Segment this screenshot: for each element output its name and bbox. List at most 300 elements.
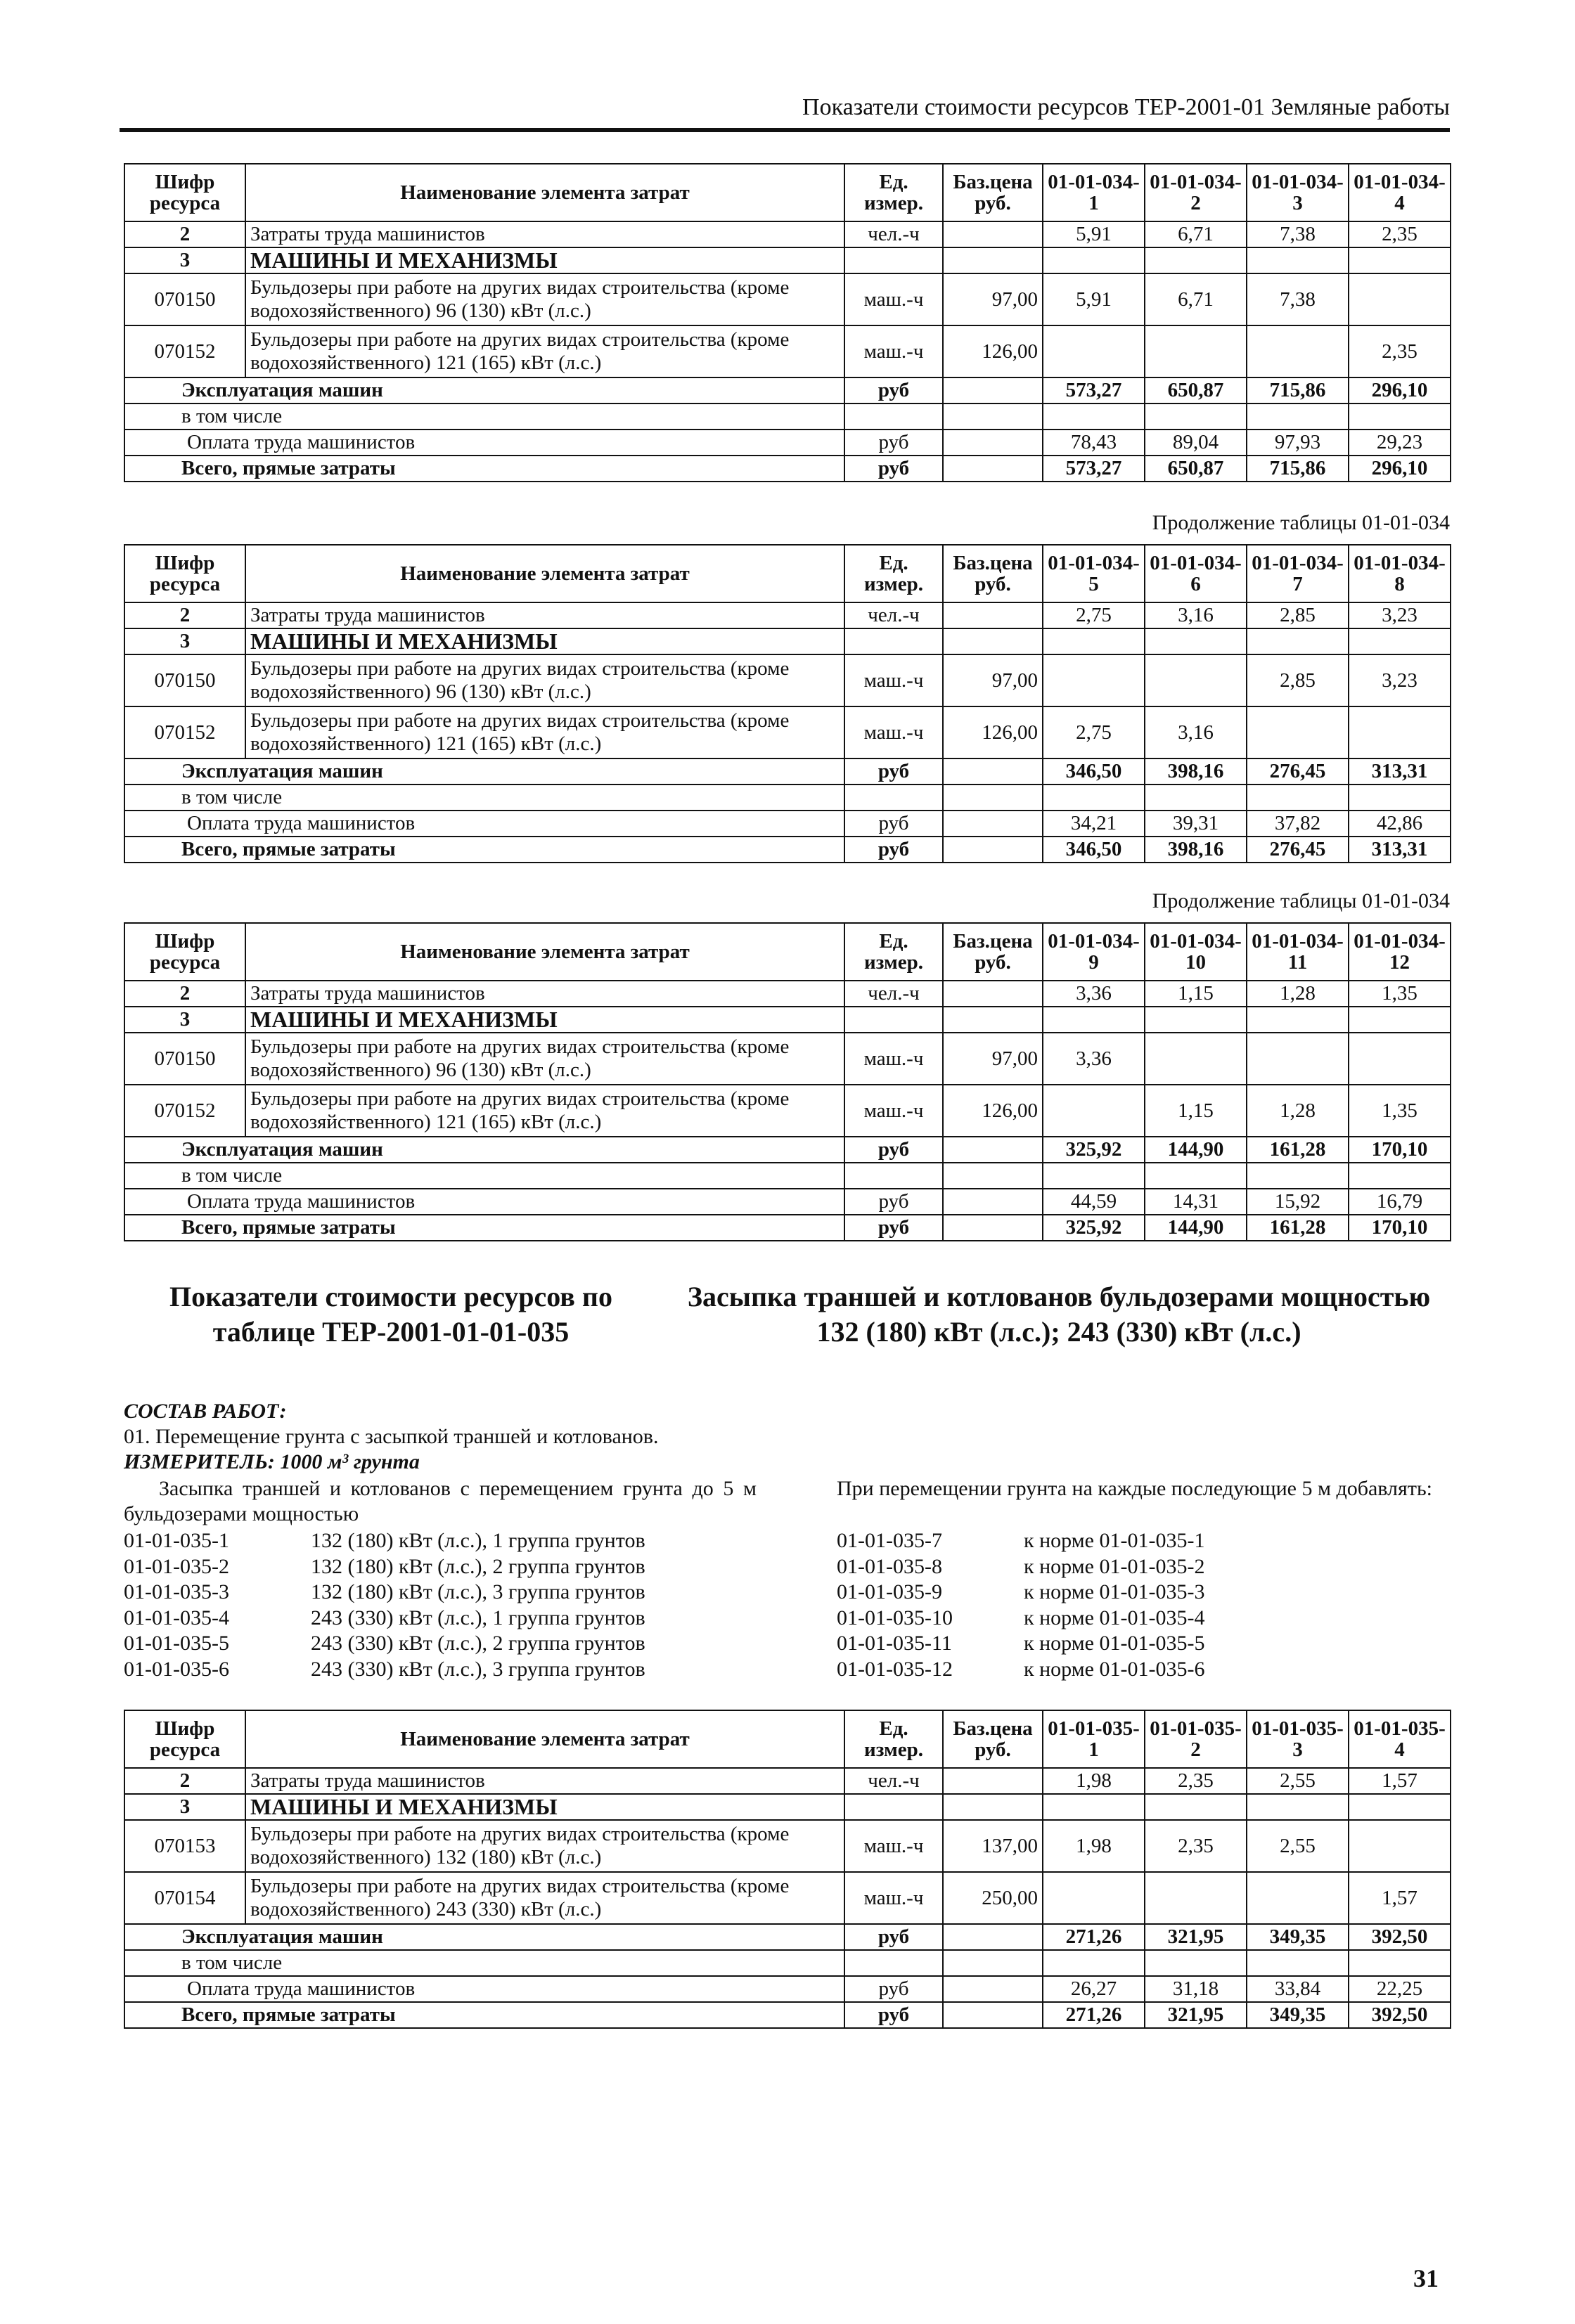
cell-unit: маш.-ч xyxy=(844,1033,943,1085)
cell-value: 3,23 xyxy=(1349,654,1451,706)
cell-name: Оплата труда машинистов xyxy=(124,1189,844,1215)
cell-value: 2,55 xyxy=(1247,1768,1349,1794)
cell-price xyxy=(943,456,1043,482)
col-unit-header: Ед. измер. xyxy=(844,164,943,221)
cell-value: 392,50 xyxy=(1349,2002,1451,2028)
code-list-item xyxy=(124,1580,757,1606)
cell-unit: маш.-ч xyxy=(844,1820,943,1872)
cell-unit: чел.-ч xyxy=(844,981,943,1007)
cell-value xyxy=(1043,1872,1145,1924)
left-code-list xyxy=(124,1528,757,1682)
meter-label-text: ИЗМЕРИТЕЛЬ: 1000 м³ грунта xyxy=(124,1450,420,1473)
cell-value: 33,84 xyxy=(1247,1976,1349,2002)
col-code-header: Шифр ресурса xyxy=(124,1710,245,1768)
cell-value xyxy=(1349,1820,1451,1872)
cell-price xyxy=(943,430,1043,456)
cell-unit: чел.-ч xyxy=(844,221,943,247)
cell-value xyxy=(1247,1794,1349,1820)
cell-unit: руб xyxy=(844,1189,943,1215)
cell-value: 42,86 xyxy=(1349,811,1451,837)
norm-header: 01-01-034-12 xyxy=(1349,923,1451,981)
cell-value: 34,21 xyxy=(1043,811,1145,837)
cell-code: 3 xyxy=(124,628,245,654)
cell-price xyxy=(943,221,1043,247)
norm-code: 01-01-035-9 xyxy=(837,1580,942,1603)
cell-unit: руб xyxy=(844,1137,943,1163)
cell-code: 2 xyxy=(124,1768,245,1794)
cell-value xyxy=(1145,1872,1247,1924)
cell-value: 3,16 xyxy=(1145,706,1247,758)
cell-value: 650,87 xyxy=(1145,456,1247,482)
norm-header: 01-01-034-6 xyxy=(1145,545,1247,602)
norm-header: 01-01-034-7 xyxy=(1247,545,1349,602)
cell-value xyxy=(1043,785,1145,811)
cell-price xyxy=(943,981,1043,1007)
table-header-row xyxy=(124,164,1451,221)
norm-header: 01-01-034-4 xyxy=(1349,164,1451,221)
cell-value: 170,10 xyxy=(1349,1137,1451,1163)
cell-name: Эксплуатация машин xyxy=(124,1137,844,1163)
cell-price xyxy=(943,1189,1043,1215)
cell-value: 14,31 xyxy=(1145,1189,1247,1215)
labor-row xyxy=(124,1768,1451,1794)
cell-price xyxy=(943,1163,1043,1189)
code-list-item xyxy=(837,1554,1450,1580)
cell-value xyxy=(1043,1794,1145,1820)
cell-value: 78,43 xyxy=(1043,430,1145,456)
col-code-header: Шифр ресурса xyxy=(124,545,245,602)
cell-value: 144,90 xyxy=(1145,1215,1247,1241)
cell-value: 398,16 xyxy=(1145,758,1247,785)
cell-unit: руб xyxy=(844,758,943,785)
norm-code: 01-01-035-11 xyxy=(837,1632,952,1655)
labor-row xyxy=(124,602,1451,628)
machine-row xyxy=(124,654,1451,706)
cell-price xyxy=(943,1924,1043,1950)
cell-name: в том числе xyxy=(124,1163,844,1189)
cell-price xyxy=(943,1137,1043,1163)
cell-value: 6,71 xyxy=(1145,221,1247,247)
cell-price xyxy=(943,602,1043,628)
cell-value: 715,86 xyxy=(1247,456,1349,482)
running-header xyxy=(120,90,1450,132)
cell-price: 97,00 xyxy=(943,654,1043,706)
norm-header: 01-01-034-8 xyxy=(1349,545,1451,602)
cell-value: 1,98 xyxy=(1043,1768,1145,1794)
cell-value xyxy=(1247,628,1349,654)
cell-value: 1,15 xyxy=(1145,1085,1247,1137)
cell-name: Эксплуатация машин xyxy=(124,1924,844,1950)
norm-header: 01-01-034-2 xyxy=(1145,164,1247,221)
col-price-header: Баз.цена руб. xyxy=(943,545,1043,602)
cell-price xyxy=(943,785,1043,811)
section-left-title: Показатели стоимости ресурсов по таблице ТЕР-2001-01-01-035 xyxy=(169,1281,612,1348)
cell-name: Бульдозеры при работе на других видах строительства (кроме водохозяйственного) 121 (165) кВт (л.с.) xyxy=(245,706,844,758)
col-price-header: Баз.цена руб. xyxy=(943,923,1043,981)
machine-row xyxy=(124,273,1451,325)
cell-unit: маш.-ч xyxy=(844,273,943,325)
cell-name: МАШИНЫ И МЕХАНИЗМЫ xyxy=(245,247,844,273)
cell-value xyxy=(1349,785,1451,811)
cell-unit: маш.-ч xyxy=(844,654,943,706)
col-name-header: Наименование элемента затрат xyxy=(245,545,844,602)
norm-header: 01-01-035-4 xyxy=(1349,1710,1451,1768)
cell-name: Оплата труда машинистов xyxy=(124,430,844,456)
cell-name: Затраты труда машинистов xyxy=(245,1768,844,1794)
norm-header: 01-01-034-11 xyxy=(1247,923,1349,981)
cell-unit: руб xyxy=(844,377,943,404)
cell-value: 296,10 xyxy=(1349,456,1451,482)
cell-name: Бульдозеры при работе на других видах строительства (кроме водохозяйственного) 96 (130) кВт (л.с.) xyxy=(245,654,844,706)
cell-unit: руб xyxy=(844,1976,943,2002)
continuation-note: Продолжение таблицы 01-01-034 xyxy=(1152,889,1450,912)
cell-code: 070154 xyxy=(124,1872,245,1924)
cell-name: Бульдозеры при работе на других видах строительства (кроме водохозяйственного) 243 (330) кВт (л.с.) xyxy=(245,1872,844,1924)
cell-value: 392,50 xyxy=(1349,1924,1451,1950)
cell-value: 6,71 xyxy=(1145,273,1247,325)
cell-value xyxy=(1247,1033,1349,1085)
cell-unit: чел.-ч xyxy=(844,1768,943,1794)
including-row xyxy=(124,1163,1451,1189)
cell-unit xyxy=(844,1794,943,1820)
total-row xyxy=(124,456,1451,482)
machine-row xyxy=(124,1820,1451,1872)
code-list-item xyxy=(124,1657,757,1683)
cell-name: в том числе xyxy=(124,404,844,430)
cell-name: Бульдозеры при работе на других видах строительства (кроме водохозяйственного) 121 (165) кВт (л.с.) xyxy=(245,1085,844,1137)
cell-value xyxy=(1043,1950,1145,1976)
cell-price: 126,00 xyxy=(943,1085,1043,1137)
cell-price xyxy=(943,1794,1043,1820)
cell-value xyxy=(1145,785,1247,811)
cell-value xyxy=(1349,404,1451,430)
cell-value: 346,50 xyxy=(1043,837,1145,863)
cell-value xyxy=(1043,1163,1145,1189)
cell-value xyxy=(1349,1033,1451,1085)
cell-value: 37,82 xyxy=(1247,811,1349,837)
cell-value: 5,91 xyxy=(1043,221,1145,247)
cell-price xyxy=(943,837,1043,863)
cell-price xyxy=(943,2002,1043,2028)
code-list-item xyxy=(837,1657,1450,1683)
wages-row xyxy=(124,430,1451,456)
cell-unit: руб xyxy=(844,1924,943,1950)
cell-value: 2,55 xyxy=(1247,1820,1349,1872)
norm-description: 132 (180) кВт (л.с.), 3 группа грунтов xyxy=(311,1580,645,1603)
cell-name: МАШИНЫ И МЕХАНИЗМЫ xyxy=(245,1007,844,1033)
norm-code: 01-01-035-10 xyxy=(837,1606,953,1629)
machines-title-row xyxy=(124,628,1451,654)
cell-value: 276,45 xyxy=(1247,758,1349,785)
cell-value: 715,86 xyxy=(1247,377,1349,404)
machine-row xyxy=(124,1033,1451,1085)
cell-name: в том числе xyxy=(124,785,844,811)
cell-name: Всего, прямые затраты xyxy=(124,1215,844,1241)
cell-unit xyxy=(844,628,943,654)
cell-name: в том числе xyxy=(124,1950,844,1976)
cell-unit: руб xyxy=(844,837,943,863)
cell-code: 070150 xyxy=(124,654,245,706)
cell-price xyxy=(943,404,1043,430)
cell-value xyxy=(1247,706,1349,758)
col-unit-header: Ед. измер. xyxy=(844,923,943,981)
cell-code: 070152 xyxy=(124,325,245,377)
cell-unit: руб xyxy=(844,456,943,482)
cell-value: 2,35 xyxy=(1349,221,1451,247)
cell-code: 3 xyxy=(124,247,245,273)
cell-value xyxy=(1145,1794,1247,1820)
cell-unit: маш.-ч xyxy=(844,706,943,758)
cell-code: 2 xyxy=(124,221,245,247)
cell-value xyxy=(1043,1007,1145,1033)
norm-description: к норме 01-01-035-3 xyxy=(1024,1580,1205,1603)
norm-description: к норме 01-01-035-5 xyxy=(1024,1632,1205,1655)
norm-code: 01-01-035-2 xyxy=(124,1554,229,1578)
cell-value xyxy=(1247,1007,1349,1033)
code-list-item xyxy=(124,1631,757,1657)
cell-value: 170,10 xyxy=(1349,1215,1451,1241)
cell-value xyxy=(1145,1950,1247,1976)
cell-value xyxy=(1247,325,1349,377)
cell-value: 89,04 xyxy=(1145,430,1247,456)
cell-value xyxy=(1349,1007,1451,1033)
cell-value: 1,28 xyxy=(1247,981,1349,1007)
norm-code: 01-01-035-6 xyxy=(124,1657,229,1681)
exploitation-row xyxy=(124,1924,1451,1950)
cell-value: 44,59 xyxy=(1043,1189,1145,1215)
cell-unit: руб xyxy=(844,811,943,837)
col-price-header: Баз.цена руб. xyxy=(943,164,1043,221)
col-unit-header: Ед. измер. xyxy=(844,545,943,602)
cell-name: Бульдозеры при работе на других видах строительства (кроме водохозяйственного) 132 (180) кВт (л.с.) xyxy=(245,1820,844,1872)
cell-price xyxy=(943,1007,1043,1033)
works-label-text: СОСТАВ РАБОТ: xyxy=(124,1400,287,1423)
cell-value: 31,18 xyxy=(1145,1976,1247,2002)
cell-value: 161,28 xyxy=(1247,1215,1349,1241)
cost-table-4 xyxy=(124,1710,1451,2029)
cell-price xyxy=(943,811,1043,837)
cell-value xyxy=(1349,706,1451,758)
cell-value: 276,45 xyxy=(1247,837,1349,863)
cell-unit xyxy=(844,404,943,430)
cell-value: 144,90 xyxy=(1145,1137,1247,1163)
cell-value: 398,16 xyxy=(1145,837,1247,863)
cell-name: Бульдозеры при работе на других видах строительства (кроме водохозяйственного) 96 (130) кВт (л.с.) xyxy=(245,273,844,325)
cell-price xyxy=(943,1215,1043,1241)
cell-value xyxy=(1247,1872,1349,1924)
cell-value xyxy=(1349,1950,1451,1976)
norm-header: 01-01-034-9 xyxy=(1043,923,1145,981)
cell-name: Бульдозеры при работе на других видах строительства (кроме водохозяйственного) 96 (130) кВт (л.с.) xyxy=(245,1033,844,1085)
norm-description: к норме 01-01-035-2 xyxy=(1024,1554,1205,1578)
cell-value xyxy=(1247,404,1349,430)
cell-name: Затраты труда машинистов xyxy=(245,602,844,628)
machine-row xyxy=(124,1872,1451,1924)
cell-value: 3,23 xyxy=(1349,602,1451,628)
cell-value: 1,57 xyxy=(1349,1768,1451,1794)
cell-value: 1,35 xyxy=(1349,981,1451,1007)
cost-table-2 xyxy=(124,544,1451,863)
cell-unit xyxy=(844,785,943,811)
cell-value: 573,27 xyxy=(1043,377,1145,404)
meter-label xyxy=(124,1450,1450,1475)
cell-value: 346,50 xyxy=(1043,758,1145,785)
code-list-item xyxy=(837,1606,1450,1632)
cell-value: 321,95 xyxy=(1145,2002,1247,2028)
cell-name: Всего, прямые затраты xyxy=(124,456,844,482)
norm-code: 01-01-035-4 xyxy=(124,1606,229,1629)
cell-unit xyxy=(844,247,943,273)
works-label xyxy=(124,1399,1450,1424)
cell-value xyxy=(1349,273,1451,325)
norm-header: 01-01-034-10 xyxy=(1145,923,1247,981)
code-list-item xyxy=(837,1528,1450,1554)
cell-value xyxy=(1043,654,1145,706)
cell-value: 349,35 xyxy=(1247,1924,1349,1950)
cell-name: Всего, прямые затраты xyxy=(124,2002,844,2028)
norm-description: 243 (330) кВт (л.с.), 3 группа грунтов xyxy=(311,1657,645,1681)
cell-value: 1,15 xyxy=(1145,981,1247,1007)
norm-description: к норме 01-01-035-4 xyxy=(1024,1606,1205,1629)
code-list-item xyxy=(837,1580,1450,1606)
machine-row xyxy=(124,1085,1451,1137)
cell-name: Эксплуатация машин xyxy=(124,377,844,404)
norm-description: 132 (180) кВт (л.с.), 1 группа грунтов xyxy=(311,1529,645,1552)
machines-title-row xyxy=(124,1794,1451,1820)
exploitation-row xyxy=(124,377,1451,404)
code-list-item xyxy=(124,1554,757,1580)
section-right-title: Засыпка траншей и котлованов бульдозерами мощностью 132 (180) кВт (л.с.); 243 (330) кВт (л.с.) xyxy=(687,1281,1431,1348)
cell-code: 3 xyxy=(124,1794,245,1820)
cell-value: 5,91 xyxy=(1043,273,1145,325)
cell-value xyxy=(1145,325,1247,377)
cell-name: Оплата труда машинистов xyxy=(124,811,844,837)
cell-value xyxy=(1247,785,1349,811)
cell-value: 3,36 xyxy=(1043,1033,1145,1085)
cell-price xyxy=(943,1976,1043,2002)
cell-value xyxy=(1043,1085,1145,1137)
cell-value xyxy=(1349,628,1451,654)
cell-price xyxy=(943,1950,1043,1976)
cell-value: 650,87 xyxy=(1145,377,1247,404)
cell-unit xyxy=(844,1007,943,1033)
cell-unit: маш.-ч xyxy=(844,1872,943,1924)
cell-price: 126,00 xyxy=(943,706,1043,758)
cell-value xyxy=(1043,325,1145,377)
cell-name: МАШИНЫ И МЕХАНИЗМЫ xyxy=(245,1794,844,1820)
wages-row xyxy=(124,1189,1451,1215)
cell-unit: руб xyxy=(844,1215,943,1241)
cell-value: 296,10 xyxy=(1349,377,1451,404)
cell-value: 29,23 xyxy=(1349,430,1451,456)
cell-value: 325,92 xyxy=(1043,1215,1145,1241)
machines-title-row xyxy=(124,247,1451,273)
cell-value: 1,28 xyxy=(1247,1085,1349,1137)
norm-header: 01-01-035-2 xyxy=(1145,1710,1247,1768)
table-header-row xyxy=(124,545,1451,602)
cell-value: 97,93 xyxy=(1247,430,1349,456)
cell-value: 349,35 xyxy=(1247,2002,1349,2028)
cell-value xyxy=(1145,1163,1247,1189)
table-header-row xyxy=(124,923,1451,981)
cell-price: 250,00 xyxy=(943,1872,1043,1924)
norm-header: 01-01-035-1 xyxy=(1043,1710,1145,1768)
cell-price: 97,00 xyxy=(943,1033,1043,1085)
cell-code: 070153 xyxy=(124,1820,245,1872)
cell-value xyxy=(1043,628,1145,654)
cell-value: 313,31 xyxy=(1349,758,1451,785)
cell-code: 070150 xyxy=(124,1033,245,1085)
cell-price: 97,00 xyxy=(943,273,1043,325)
exploitation-row xyxy=(124,1137,1451,1163)
norm-code: 01-01-035-3 xyxy=(124,1580,229,1603)
cell-value: 3,36 xyxy=(1043,981,1145,1007)
cell-value xyxy=(1349,1163,1451,1189)
col-price-header: Баз.цена руб. xyxy=(943,1710,1043,1768)
norm-code: 01-01-035-8 xyxy=(837,1554,942,1578)
labor-row xyxy=(124,981,1451,1007)
cell-value xyxy=(1247,1950,1349,1976)
machine-row xyxy=(124,706,1451,758)
cell-unit: руб xyxy=(844,2002,943,2028)
cell-unit xyxy=(844,1163,943,1189)
cell-value: 313,31 xyxy=(1349,837,1451,863)
norm-description: 243 (330) кВт (л.с.), 1 группа грунтов xyxy=(311,1606,645,1629)
cell-value xyxy=(1145,1033,1247,1085)
cell-value: 161,28 xyxy=(1247,1137,1349,1163)
code-list-item xyxy=(124,1528,757,1554)
cell-value: 1,98 xyxy=(1043,1820,1145,1872)
norm-code: 01-01-035-5 xyxy=(124,1632,229,1655)
cell-unit xyxy=(844,1950,943,1976)
cell-value: 2,75 xyxy=(1043,602,1145,628)
cell-value: 26,27 xyxy=(1043,1976,1145,2002)
norm-header: 01-01-035-3 xyxy=(1247,1710,1349,1768)
including-row xyxy=(124,404,1451,430)
including-row xyxy=(124,785,1451,811)
cell-unit: руб xyxy=(844,430,943,456)
norm-code: 01-01-035-7 xyxy=(837,1529,942,1552)
cell-name: Всего, прямые затраты xyxy=(124,837,844,863)
cell-value: 15,92 xyxy=(1247,1189,1349,1215)
cost-table-3 xyxy=(124,922,1451,1241)
cell-price: 137,00 xyxy=(943,1820,1043,1872)
cell-value: 271,26 xyxy=(1043,2002,1145,2028)
cell-code: 2 xyxy=(124,602,245,628)
cell-price: 126,00 xyxy=(943,325,1043,377)
cell-value: 16,79 xyxy=(1349,1189,1451,1215)
cell-name: Оплата труда машинистов xyxy=(124,1976,844,2002)
cell-price xyxy=(943,628,1043,654)
col-name-header: Наименование элемента затрат xyxy=(245,1710,844,1768)
norm-code: 01-01-035-12 xyxy=(837,1657,953,1681)
cell-value xyxy=(1145,654,1247,706)
norm-header: 01-01-034-3 xyxy=(1247,164,1349,221)
cell-value: 2,35 xyxy=(1145,1768,1247,1794)
cell-code: 3 xyxy=(124,1007,245,1033)
total-row xyxy=(124,1215,1451,1241)
cell-value: 325,92 xyxy=(1043,1137,1145,1163)
right-intro: При перемещении грунта на каждые последующие 5 м добавлять: xyxy=(837,1477,1432,1500)
norm-description: к норме 01-01-035-6 xyxy=(1024,1657,1205,1681)
cell-value xyxy=(1145,404,1247,430)
cell-unit: маш.-ч xyxy=(844,1085,943,1137)
table-header-row xyxy=(124,1710,1451,1768)
cell-value: 3,16 xyxy=(1145,602,1247,628)
cell-value: 1,57 xyxy=(1349,1872,1451,1924)
col-unit-header: Ед. измер. xyxy=(844,1710,943,1768)
col-code-header: Шифр ресурса xyxy=(124,923,245,981)
